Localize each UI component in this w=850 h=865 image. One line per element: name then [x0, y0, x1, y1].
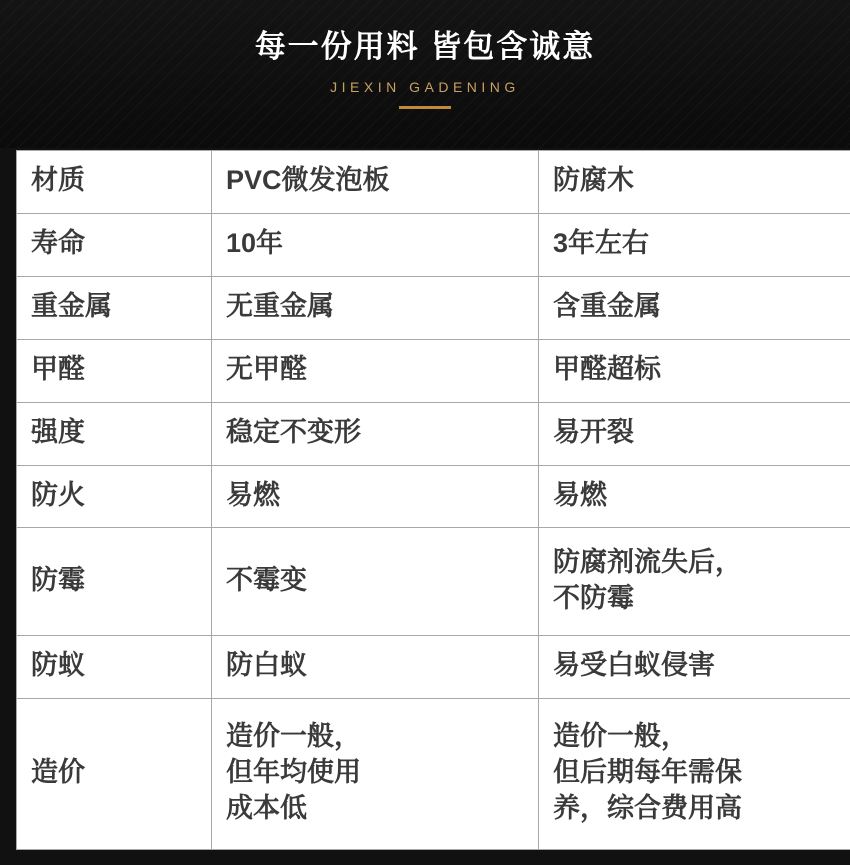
pvc-value-cell [212, 213, 539, 276]
comparison-table-body [17, 151, 850, 850]
banner-subtitle: JIEXIN GADENING [330, 79, 520, 96]
pvc-value-cell [212, 402, 539, 465]
pvc-value-cell [212, 528, 539, 635]
cell-line: 易受白蚁侵害 [553, 649, 715, 680]
cell-line: 防腐剂流失后， [553, 546, 742, 577]
wood-value-cell [539, 698, 850, 849]
cell-line: 无甲醛 [226, 353, 307, 384]
cell-line: 但年均使用 [226, 756, 361, 787]
table-row [17, 698, 850, 849]
cell-line: 易燃 [553, 479, 607, 510]
cell-line: 不防霉 [553, 582, 634, 613]
cell-line: 防白蚁 [226, 649, 307, 680]
wood-value-cell [539, 276, 850, 339]
row-label-cell: 材质 [17, 151, 212, 214]
pvc-value-cell [212, 339, 539, 402]
table-row [17, 213, 850, 276]
row-label-cell: 防火 [17, 465, 212, 528]
header-banner [0, 0, 850, 148]
table-row [17, 528, 850, 635]
row-label-cell: 重金属 [17, 276, 212, 339]
cell-line: 防腐木 [553, 165, 634, 196]
cell-line: 甲醛超标 [553, 353, 661, 384]
comparison-table-container [16, 150, 834, 850]
table-row [17, 276, 850, 339]
cell-line: 含重金属 [553, 290, 661, 321]
table-row [17, 635, 850, 698]
pvc-value-cell [212, 465, 539, 528]
pvc-value-cell [212, 276, 539, 339]
banner-divider [399, 106, 451, 109]
banner-title: 每一份用料 皆包含诚意 [254, 29, 596, 64]
table-row [17, 339, 850, 402]
wood-value-cell [539, 213, 850, 276]
row-label-cell: 甲醛 [17, 339, 212, 402]
row-label-cell: 防霉 [17, 528, 212, 635]
cell-line: 无重金属 [226, 290, 334, 321]
cell-line: PVC微发泡板 [226, 165, 390, 196]
pvc-value-cell [212, 698, 539, 849]
cell-line: 10年 [226, 228, 284, 259]
wood-value-cell [539, 635, 850, 698]
wood-value-cell [539, 402, 850, 465]
cell-line: 造价一般， [553, 721, 688, 752]
cell-line: 易开裂 [553, 416, 634, 447]
row-label-cell: 防蚁 [17, 635, 212, 698]
row-label-cell: 寿命 [17, 213, 212, 276]
wood-value-cell [539, 528, 850, 635]
cell-line: 造价一般， [226, 721, 361, 752]
table-row [17, 151, 850, 214]
cell-line: 养，综合费用高 [553, 792, 742, 823]
table-row [17, 402, 850, 465]
wood-value-cell [539, 151, 850, 214]
wood-value-cell [539, 339, 850, 402]
row-label-cell: 造价 [17, 698, 212, 849]
cell-line: 易燃 [226, 479, 280, 510]
pvc-value-cell [212, 635, 539, 698]
cell-line: 但后期每年需保 [553, 756, 742, 787]
cell-line: 3年左右 [553, 228, 650, 259]
table-row [17, 465, 850, 528]
wood-value-cell [539, 465, 850, 528]
cell-line: 不霉变 [226, 564, 307, 595]
cell-line: 成本低 [226, 792, 307, 823]
cell-line: 稳定不变形 [226, 416, 361, 447]
comparison-table [16, 150, 850, 850]
pvc-value-cell [212, 151, 539, 214]
row-label-cell: 强度 [17, 402, 212, 465]
